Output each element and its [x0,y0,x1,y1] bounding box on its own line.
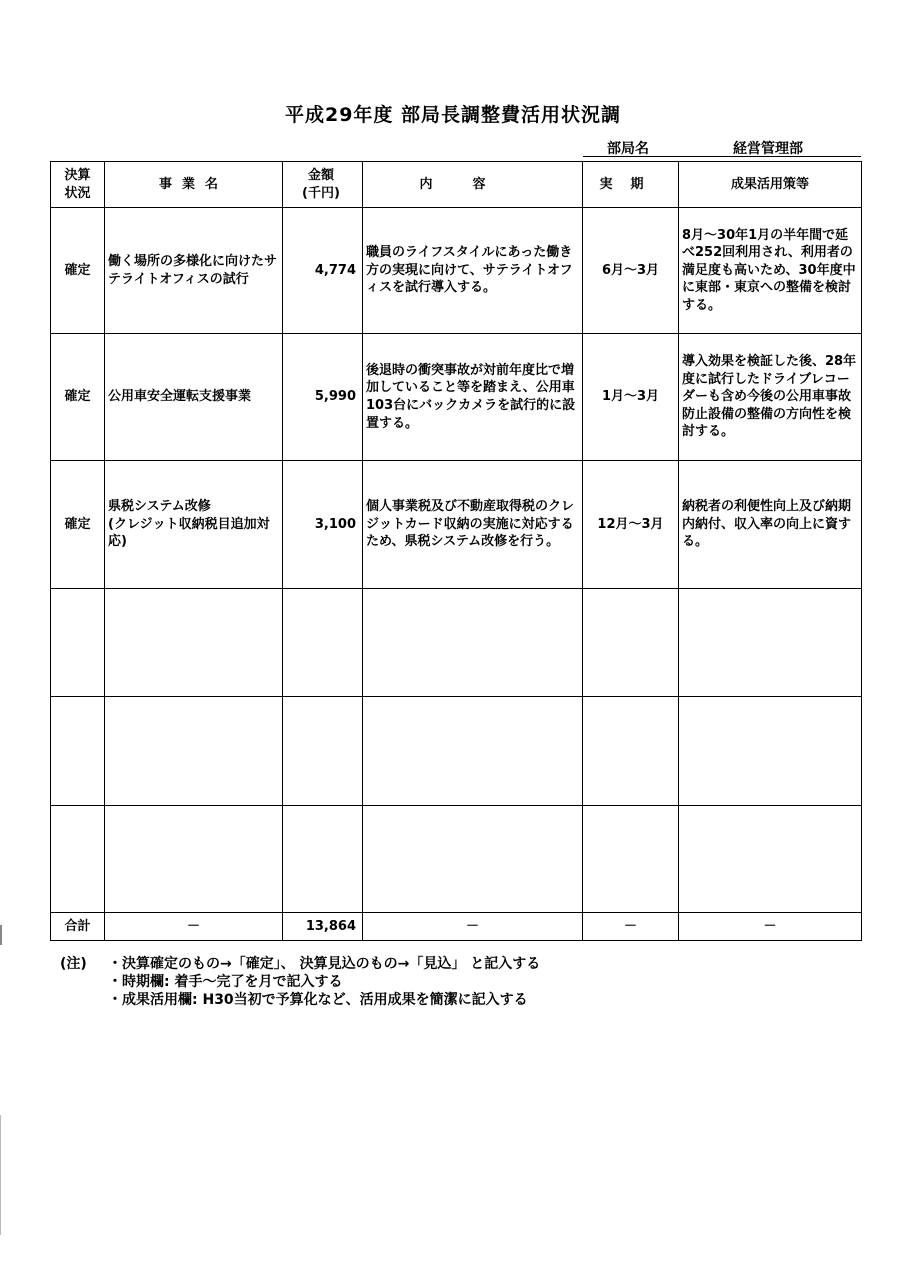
usage-table [50,161,862,941]
table-row [51,461,862,589]
department-field [583,136,861,157]
row-amount: 5,990 [283,334,363,461]
row-content: 職員のライフスタイルにあった働き方の実現に向けて、サテライトオフィスを試行導入する。 [363,208,583,334]
scan-edge-mark [0,1115,1,1235]
table-row [51,589,862,697]
row-period [583,589,679,697]
row-result: 導入効果を検証した後、28年度に試行したドライブレコーダーも含め今後の公用車事故防止設備の整備の方向性を検討する。 [679,334,862,461]
row-amount [283,589,363,697]
notes-head: (注) [60,956,87,972]
notes-lines [108,955,668,1010]
total-label: 合計 [51,913,105,941]
total-row [51,913,862,941]
row-name [105,697,283,806]
note-line: ・成果活用欄: H30当初で予算化など、活用成果を簡潔に記入する [108,992,528,1009]
row-amount: 4,774 [283,208,363,334]
header-status-text: 決算 状況 [64,167,91,201]
document-title: 平成29年度 部局長調整費活用状況調 [284,104,622,126]
row-period: 6月～3月 [583,208,679,334]
row-status [51,589,105,697]
row-result [679,806,862,913]
scan-edge-mark [0,925,2,945]
row-name: 公用車安全運転支援事業 [105,334,283,461]
row-status [51,697,105,806]
row-status: 確定 [51,461,105,589]
row-content [363,589,583,697]
row-period [583,806,679,913]
table-row [51,697,862,806]
row-status: 確定 [51,334,105,461]
row-name: 県税システム改修 (クレジット収納税目追加対応) [105,461,283,589]
row-name [105,806,283,913]
row-period [583,697,679,806]
row-name: 働く場所の多様化に向けたサテライトオフィスの試行 [105,208,283,334]
total-content: － [363,913,583,941]
row-content [363,697,583,806]
header-amount [283,162,363,208]
header-amount-text: 金額 (千円) [302,167,340,201]
row-content: 個人事業税及び不動産取得税のクレジットカード収納の実施に対応するため、県税システム改修を行う。 [363,461,583,589]
table-row [51,208,862,334]
row-result [679,697,862,806]
department-value: 経営管理部 [733,141,803,157]
row-content: 後退時の衝突事故が対前年度比で増加していること等を踏まえ、公用車103台にバックカメラを試行的に設置する。 [363,334,583,461]
row-period: 12月～3月 [583,461,679,589]
header-name: 事業名 [105,162,283,208]
row-status [51,806,105,913]
header-content: 内容 [363,162,583,208]
table-row [51,334,862,461]
row-amount [283,697,363,806]
header-period: 実期 [583,162,679,208]
row-result: 納税者の利便性向上及び納期内納付、収入率の向上に資する。 [679,461,862,589]
header-result: 成果活用策等 [679,162,862,208]
header-status [51,162,105,208]
note-line: ・時期欄: 着手～完了を月で記入する [108,974,343,991]
row-result: 8月～30年1月の半年間で延べ252回利用され、利用者の満足度も高いため、30年度中に東部・東京への整備を検討する。 [679,208,862,334]
row-name [105,589,283,697]
row-result [679,589,862,697]
row-status: 確定 [51,208,105,334]
table-row [51,806,862,913]
header-row [51,162,862,208]
row-period: 1月～3月 [583,334,679,461]
row-amount [283,806,363,913]
row-content [363,806,583,913]
row-amount: 3,100 [283,461,363,589]
total-amount: 13,864 [283,913,363,941]
department-label: 部局名 [607,141,649,157]
note-line: ・決算確定のもの→「確定」、 決算見込のもの→「見込」 と記入する [108,956,541,972]
total-period: － [583,913,679,941]
total-name: － [105,913,283,941]
total-result: － [679,913,862,941]
